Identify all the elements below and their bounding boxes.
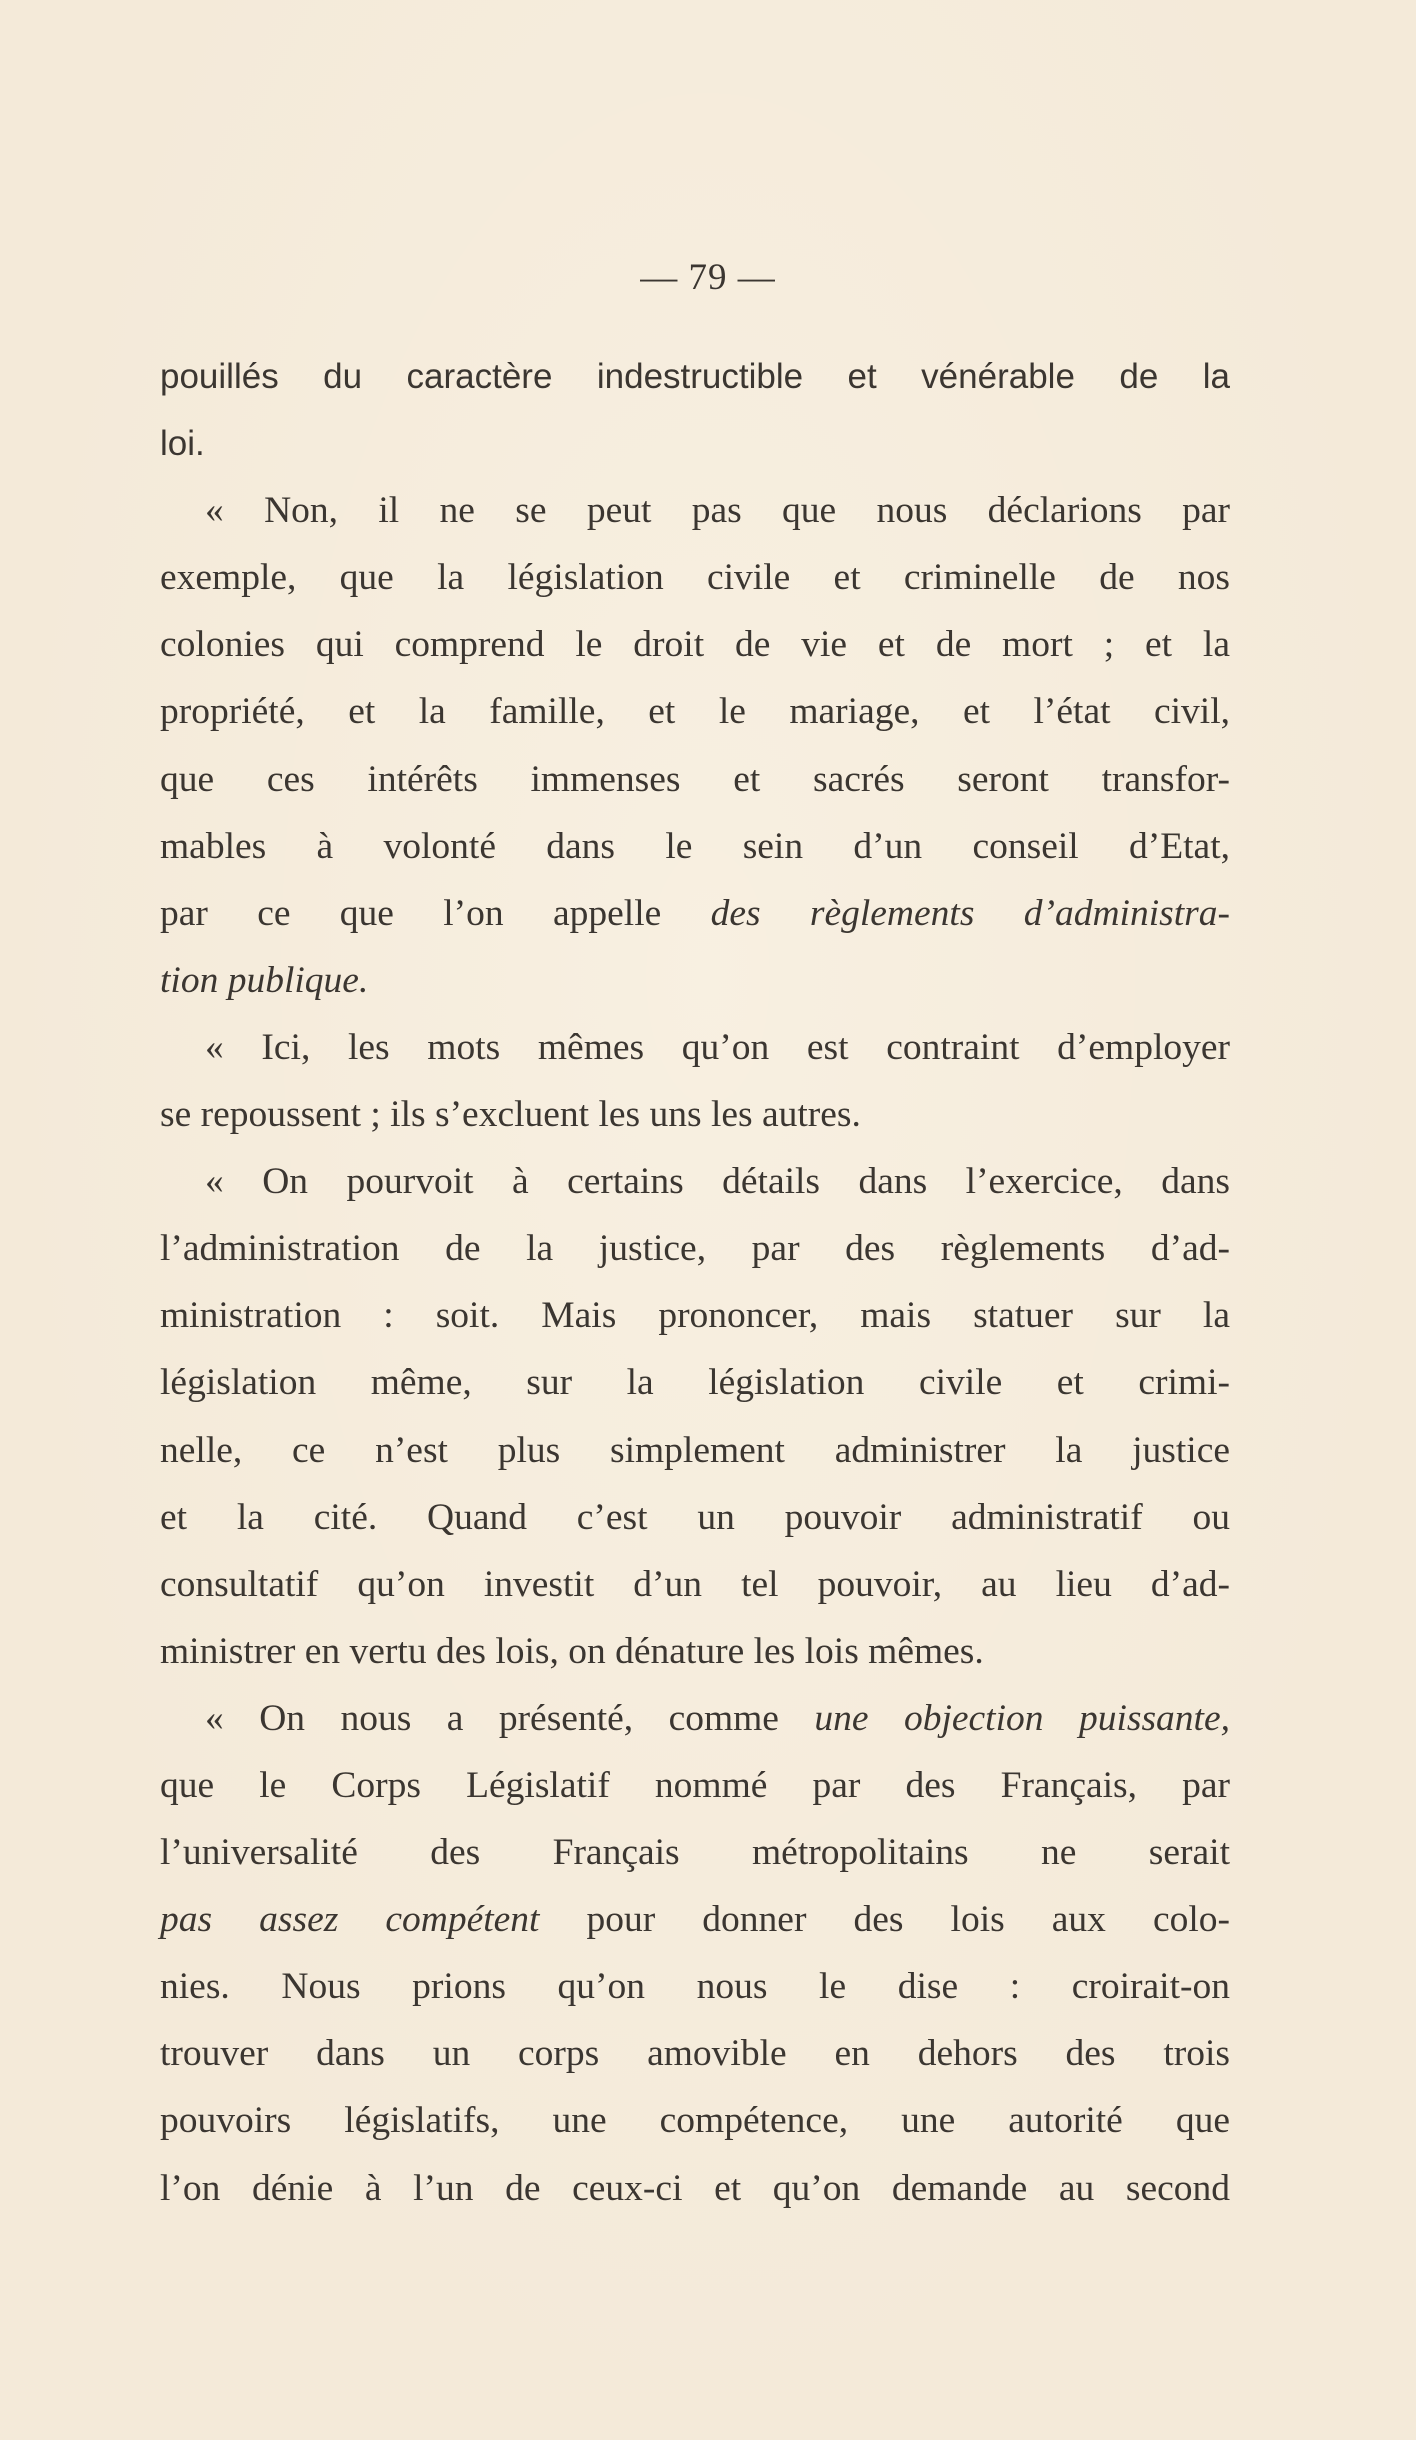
text-line <box>160 1551 1230 1618</box>
text-segment: pouillés du caractère indestructible et vénérable de la <box>160 357 1230 396</box>
text-segment: nelle, ce n’est plus simplement administrer la justice <box>160 1429 1230 1471</box>
text-line <box>160 1819 1230 1886</box>
page-number: — 79 — <box>640 257 776 298</box>
text-line <box>160 947 1230 1014</box>
text-segment: que le Corps Législatif nommé par des Français, par <box>160 1764 1230 1806</box>
text-line <box>160 813 1230 880</box>
text-segment: l’administration de la justice, par des règlements d’ad- <box>160 1228 1230 1270</box>
italic-text: des règlements d’administra- <box>710 892 1230 934</box>
text-line <box>160 1081 1230 1148</box>
text-segment: se repoussent ; ils s’excluent les uns les autres. <box>160 1094 861 1136</box>
text-segment: que ces intérêts immenses et sacrés seront transfor- <box>160 758 1230 800</box>
text-segment: « On nous a présenté, comme <box>205 1697 815 1739</box>
text-segment: colonies qui comprend le droit de vie et de mort ; et la <box>160 624 1230 666</box>
text-segment: propriété, et la famille, et le mariage, et l’état civil, <box>160 691 1230 733</box>
text-line <box>160 611 1230 678</box>
text-segment: « Ici, les mots mêmes qu’on est contraint d’employer <box>205 1026 1230 1068</box>
text-segment: « Non, il ne se peut pas que nous déclarions par <box>205 490 1230 532</box>
text-line <box>160 1886 1230 1953</box>
text-line <box>160 1685 1230 1752</box>
text-segment: législation même, sur la législation civile et crimi- <box>160 1362 1230 1404</box>
text-segment: consultatif qu’on investit d’un tel pouvoir, au lieu d’ad- <box>160 1563 1230 1605</box>
text-segment: l’on dénie à l’un de ceux-ci et qu’on demande au second <box>160 2167 1230 2209</box>
text-line <box>160 1349 1230 1416</box>
text-segment: ministrer en vertu des lois, on dénature les lois mêmes. <box>160 1630 984 1672</box>
italic-text: une objection puissante, <box>814 1697 1230 1739</box>
text-line <box>160 1014 1230 1081</box>
text-segment: nies. Nous prions qu’on nous le dise : croirait-on <box>160 1966 1230 2008</box>
text-segment: pour donner des lois aux colo- <box>539 1899 1230 1941</box>
text-line <box>160 343 1230 410</box>
text-line <box>160 2087 1230 2154</box>
text-segment: ministration : soit. Mais prononcer, mais statuer sur la <box>160 1295 1230 1337</box>
text-segment: l’universalité des Français métropolitains ne serait <box>160 1832 1230 1874</box>
text-segment: loi. <box>160 424 205 464</box>
text-line <box>160 1752 1230 1819</box>
text-segment: trouver dans un corps amovible en dehors des trois <box>160 2033 1230 2075</box>
text-segment: par ce que l’on appelle <box>160 892 711 934</box>
body-text <box>160 343 1230 2222</box>
text-line <box>160 880 1230 947</box>
text-line <box>160 1484 1230 1551</box>
text-line <box>160 1417 1230 1484</box>
text-line <box>160 1148 1230 1215</box>
text-line <box>160 2155 1230 2222</box>
text-segment: pouvoirs législatifs, une compétence, une autorité que <box>160 2100 1230 2142</box>
text-line <box>160 1953 1230 2020</box>
italic-text: pas assez compétent <box>160 1899 540 1941</box>
text-segment: exemple, que la législation civile et criminelle de nos <box>160 557 1230 599</box>
text-line <box>160 678 1230 745</box>
text-line <box>160 1282 1230 1349</box>
text-segment: mables à volonté dans le sein d’un conseil d’Etat, <box>160 825 1230 867</box>
text-line <box>160 477 1230 544</box>
text-line <box>160 544 1230 611</box>
text-line <box>160 410 1230 477</box>
italic-text: tion publique. <box>160 959 369 1001</box>
text-line <box>160 1215 1230 1282</box>
text-line <box>160 2020 1230 2087</box>
text-segment: et la cité. Quand c’est un pouvoir administratif ou <box>160 1496 1230 1538</box>
text-line <box>160 746 1230 813</box>
text-segment: « On pourvoit à certains détails dans l’exercice, dans <box>205 1161 1230 1203</box>
text-line <box>160 1618 1230 1685</box>
